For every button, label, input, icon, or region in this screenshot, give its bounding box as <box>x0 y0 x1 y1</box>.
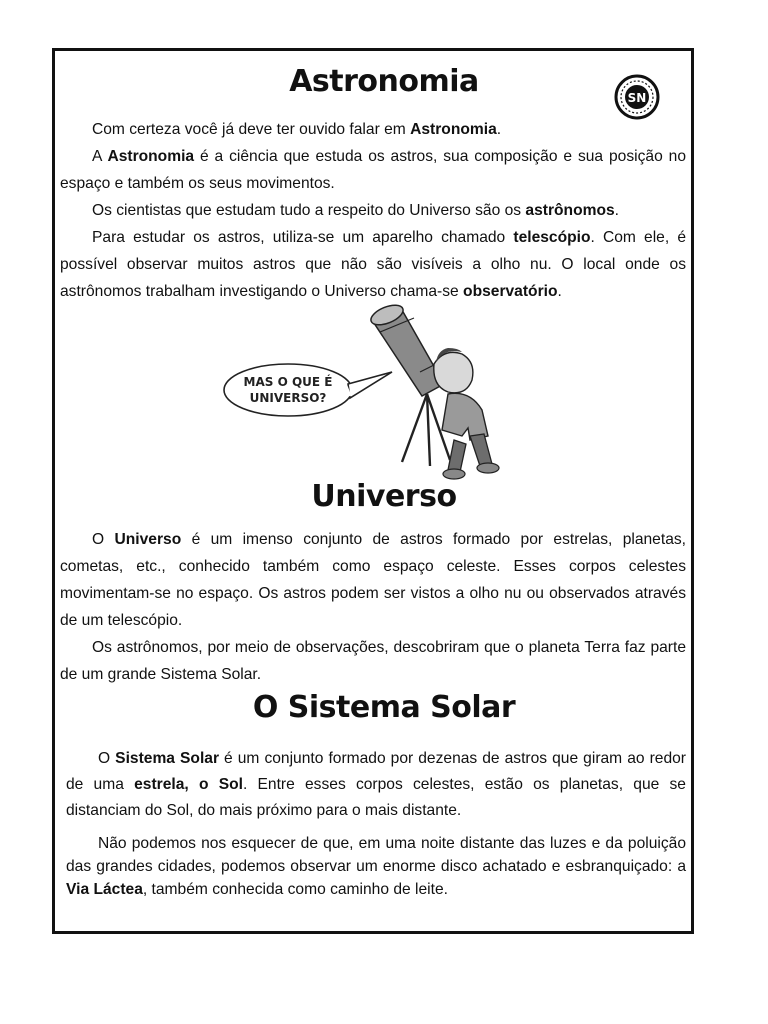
sistema-solar-text <box>66 746 686 901</box>
title-astronomia: Astronomia <box>289 64 479 99</box>
paragraph: Os cientistas que estudam tudo a respeito do Universo são os astrônomos. <box>92 202 619 219</box>
universo-text <box>60 526 686 688</box>
speech-bubble <box>224 364 392 416</box>
paragraph: Não podemos nos esquecer de que, em uma noite distante das luzes e da poluição das grandes cidades, podemos observar um enorme disco achatado e esbranquiçado: a Via Láctea, também conhecida como caminho de leite. <box>66 835 686 898</box>
telescope-boy-illustration <box>222 302 512 482</box>
title-universo: Universo <box>311 479 457 514</box>
paragraph: O Sistema Solar é um conjunto formado por dezenas de astros que giram ao redor de uma estrela, o Sol. Entre esses corpos celestes, estão os planetas, que se distanciam do Sol, do mais próximo para o mais distante. <box>66 750 686 819</box>
svg-text:SN: SN <box>627 91 647 105</box>
speech-line-2: UNIVERSO? <box>249 391 327 405</box>
paragraph: Para estudar os astros, utiliza-se um aparelho chamado telescópio. Com ele, é possível observar muitos astros que não são visíveis a olho nu. O local onde os astrônomos trabalham investigando o Universo chama-se observatório. <box>60 229 686 300</box>
paragraph: A Astronomia é a ciência que estuda os astros, sua composição e sua posição no espaço e também os seus movimentos. <box>60 148 686 192</box>
title-sistema-solar: O Sistema Solar <box>252 690 516 725</box>
sn-seal-logo-icon <box>614 74 660 120</box>
paragraph: Com certeza você já deve ter ouvido falar em Astronomia. <box>92 121 502 138</box>
paragraph: O Universo é um imenso conjunto de astros formado por estrelas, planetas, cometas, etc., conhecido também como espaço celeste. Esses corpos celestes movimentam-se no espaço. Os astros podem ser vistos a olho nu ou observados através de um telescópio. <box>60 531 686 629</box>
paragraph: Os astrônomos, por meio de observações, descobriram que o planeta Terra faz parte de um grande Sistema Solar. <box>60 639 686 683</box>
boy-figure <box>434 348 499 479</box>
speech-line-1: MAS O QUE É <box>243 375 333 389</box>
astronomia-text <box>60 116 686 305</box>
